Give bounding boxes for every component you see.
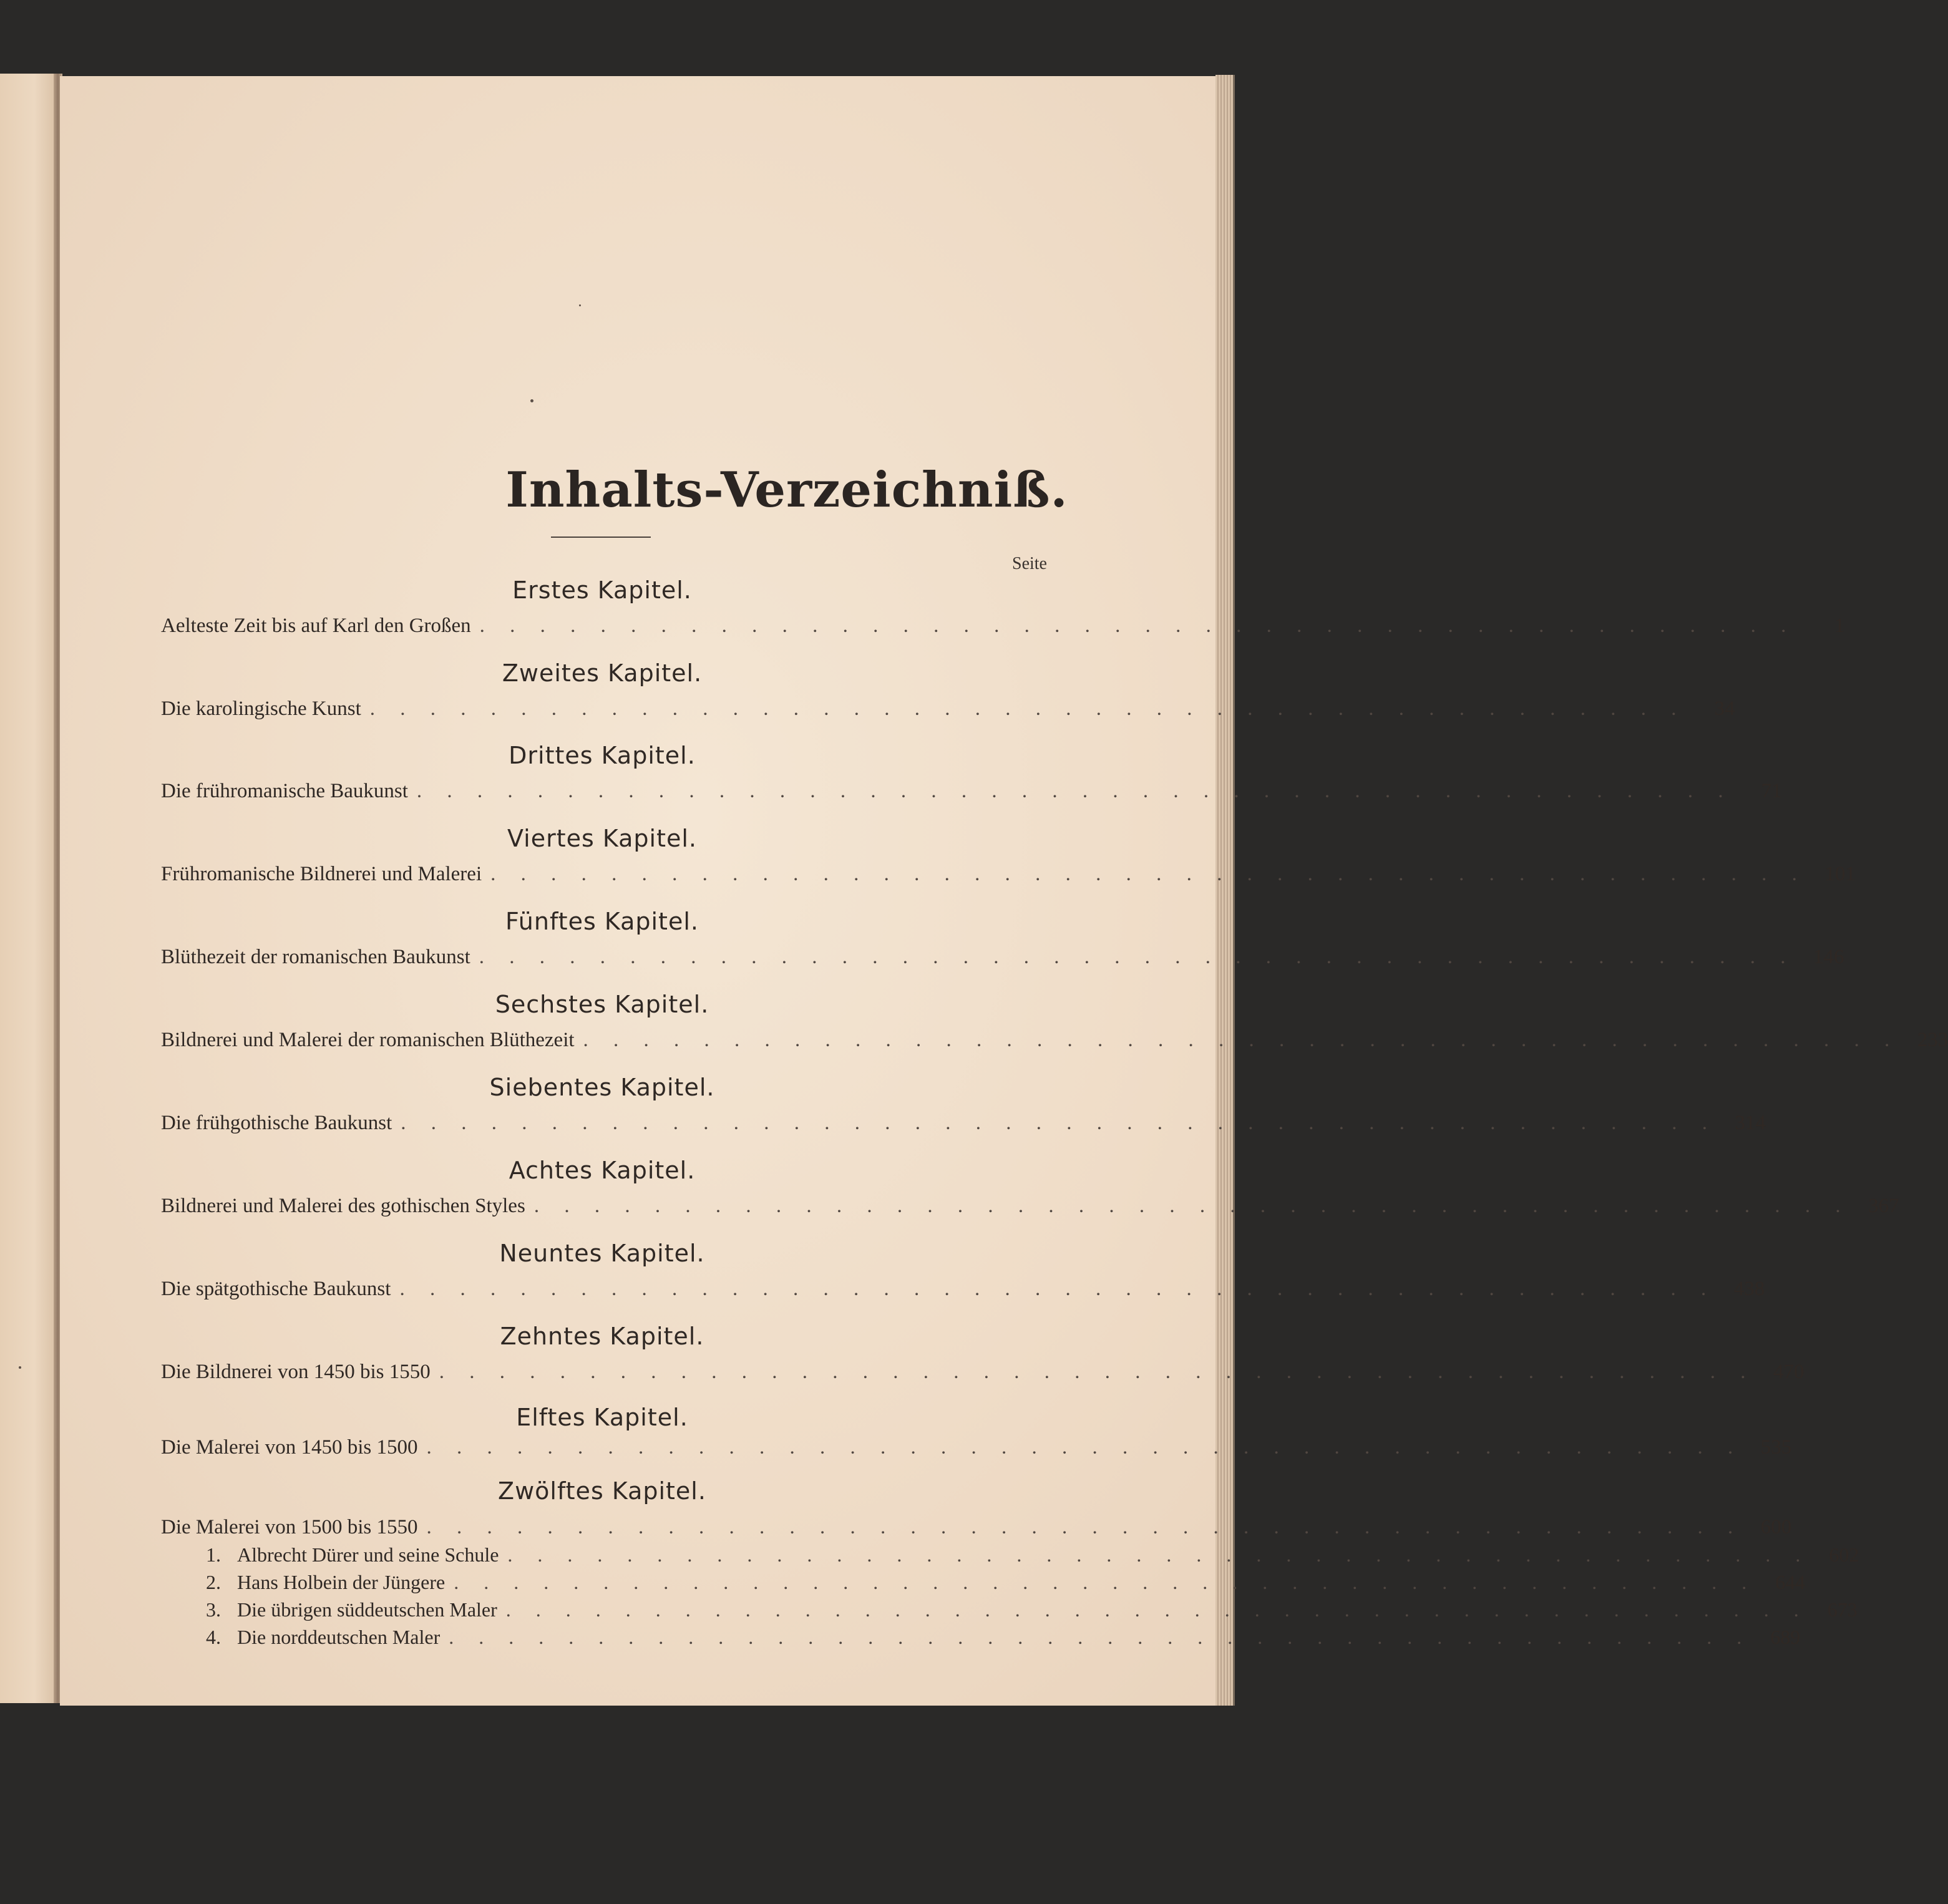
toc-entry [161, 780, 1782, 807]
dot-leader: . . . . . . . . . . . . . . . . . . . . . . . . . . . . . . . . . . . . . . . . . . . . [479, 614, 1796, 637]
dot-leader: . . . . . . . . . . . . . . . . . . . . . . . . . . . . . . . . . . . . . . . . . . . . [490, 863, 1807, 885]
entry-page-number: 71 [1761, 780, 1782, 802]
entry-page-number: 146 [1813, 946, 1844, 968]
dot-leader: . . . . . . . . . . . . . . . . . . . . . . . . . . . . . . . . . . . . . . . . . . . . [369, 697, 1687, 720]
entry-page-number: 602 [1829, 1543, 1859, 1566]
toc-subentry [206, 1626, 1801, 1651]
dot-leader: . . . . . . . . . . . . . . . . . . . . . . . . . . . . . . . . . . . . . . . . . . . . [505, 1598, 1809, 1621]
chapter-heading: Zwölftes Kapitel. [498, 1477, 706, 1505]
left-page-edge [0, 74, 57, 1703]
subentry-number: 3. [206, 1598, 221, 1621]
entry-page-number: 644 [1775, 1571, 1806, 1593]
entry-title: Die spätgothische Baukunst [161, 1278, 391, 1300]
dot-leader: . . . . . . . . . . . . . . . . . . . . . . . . . . . . . . . . . . . . . . . . . . . . [507, 1543, 1811, 1566]
dot-leader: . . . . . . . . . . . . . . . . . . . . . . . . . . . . . . . . . . . . . . . . . . . . [426, 1436, 1743, 1459]
entry-title: Die frühromanische Baukunst [161, 780, 408, 802]
entry-title: Die frühgothische Baukunst [161, 1112, 392, 1134]
entry-page-number: 1 [1834, 614, 1845, 637]
entry-title: Frühromanische Bildnerei und Malerei [161, 863, 482, 885]
entry-page-number: 470 [1773, 1361, 1804, 1383]
toc-entry [161, 614, 1845, 642]
entry-title: Albrecht Dürer und seine Schule [237, 1543, 499, 1566]
dot-leader: . . . . . . . . . . . . . . . . . . . . . . . . . . . . . . . . . . . . . . . . . . . . [449, 1626, 1752, 1648]
toc-entry [161, 1516, 1792, 1543]
entry-page-number: 535 [1760, 1436, 1792, 1459]
entry-page-number: 314 [1735, 1112, 1766, 1134]
chapter-heading: Viertes Kapitel. [507, 825, 697, 852]
entry-page-number: 438 [1733, 1278, 1765, 1300]
toc-subentry [206, 1598, 1858, 1623]
toc-subentry [206, 1543, 1859, 1568]
chapter-heading: Erstes Kapitel. [512, 576, 692, 604]
entry-title: Die übrigen süddeutschen Maler [237, 1598, 497, 1621]
entry-title: Aelteste Zeit bis auf Karl den Großen [161, 614, 471, 637]
entry-title: Die karolingische Kunst [161, 697, 361, 720]
page-column-label: Seite [1012, 554, 1047, 573]
entry-page-number: 101 [1824, 863, 1856, 885]
entry-page-number: 689 [1770, 1626, 1801, 1648]
entry-page-number: 34 [1714, 697, 1735, 720]
entry-title: Die Bildnerei von 1450 bis 1550 [161, 1361, 431, 1383]
entry-page-number: 673 [1827, 1598, 1858, 1621]
chapter-heading: Zweites Kapitel. [502, 659, 703, 687]
entry-title: Die Malerei von 1450 bis 1500 [161, 1436, 418, 1459]
toc-entry [161, 1112, 1766, 1139]
entry-title: Blüthezeit der romanischen Baukunst [161, 946, 470, 968]
toc-entry [161, 946, 1844, 973]
title-rule [551, 537, 651, 538]
subentry-number: 1. [206, 1543, 221, 1566]
dot-leader: . . . . . . . . . . . . . . . . . . . . . . . . . . . . . . . . . . . . . . . . . . . . [533, 1195, 1851, 1217]
chapter-heading: Drittes Kapitel. [509, 742, 696, 769]
chapter-heading: Elftes Kapitel. [516, 1404, 688, 1431]
chapter-heading: Zehntes Kapitel. [500, 1323, 704, 1350]
toc-entry [161, 1278, 1765, 1305]
toc-entry [161, 863, 1856, 890]
toc-subentry [206, 1571, 1806, 1596]
dot-leader: . . . . . . . . . . . . . . . . . . . . . . . . . . . . . . . . . . . . . . . . . . . . [454, 1571, 1757, 1593]
toc-entry [161, 1029, 1948, 1056]
subentry-number: 2. [206, 1571, 221, 1593]
entry-title: Bildnerei und Malerei der romanischen Blüthezeit [161, 1029, 575, 1051]
dot-leader: . . . . . . . . . . . . . . . . . . . . . . . . . . . . . . . . . . . . . . . . . . . . [439, 1361, 1756, 1383]
paper-speck [530, 399, 533, 402]
toc-title: Inhalts-Verzeichniß. [505, 462, 1068, 518]
toc-entry [161, 1195, 1899, 1222]
entry-page-number: 233 [1917, 1029, 1948, 1051]
toc-entry [161, 697, 1735, 725]
toc-entry [161, 1361, 1804, 1388]
chapter-heading: Sechstes Kapitel. [495, 991, 709, 1018]
dot-leader: . . . . . . . . . . . . . . . . . . . . . . . . . . . . . . . . . . . . . . . . . . . . [416, 780, 1733, 802]
paper-speck [19, 1366, 21, 1369]
chapter-heading: Achtes Kapitel. [509, 1157, 696, 1184]
entry-title: Die Malerei von 1500 bis 1550 [161, 1516, 418, 1538]
chapter-heading: Fünftes Kapitel. [505, 908, 699, 935]
entry-page-number: 367 [1868, 1195, 1899, 1217]
dot-leader: . . . . . . . . . . . . . . . . . . . . . . . . . . . . . . . . . . . . . . . . . . . . [583, 1029, 1900, 1051]
entry-title: Bildnerei und Malerei des gothischen Styles [161, 1195, 525, 1217]
dot-leader: . . . . . . . . . . . . . . . . . . . . . . . . . . . . . . . . . . . . . . . . . . . . [426, 1516, 1743, 1538]
dot-leader: . . . . . . . . . . . . . . . . . . . . . . . . . . . . . . . . . . . . . . . . . . . . [401, 1112, 1718, 1134]
page-stack-edge [1215, 75, 1235, 1706]
entry-title: Die norddeutschen Maler [237, 1626, 441, 1648]
paper-speck [579, 304, 581, 306]
dot-leader: . . . . . . . . . . . . . . . . . . . . . . . . . . . . . . . . . . . . . . . . . . . . [399, 1278, 1717, 1300]
entry-title: Hans Holbein der Jüngere [237, 1571, 446, 1593]
entry-page-number: 600 [1760, 1516, 1792, 1538]
dot-leader: . . . . . . . . . . . . . . . . . . . . . . . . . . . . . . . . . . . . . . . . . . . . [479, 946, 1796, 968]
chapter-heading: Neuntes Kapitel. [499, 1240, 705, 1267]
toc-entry [161, 1436, 1792, 1464]
chapter-heading: Siebentes Kapitel. [489, 1074, 715, 1101]
subentry-number: 4. [206, 1626, 221, 1648]
